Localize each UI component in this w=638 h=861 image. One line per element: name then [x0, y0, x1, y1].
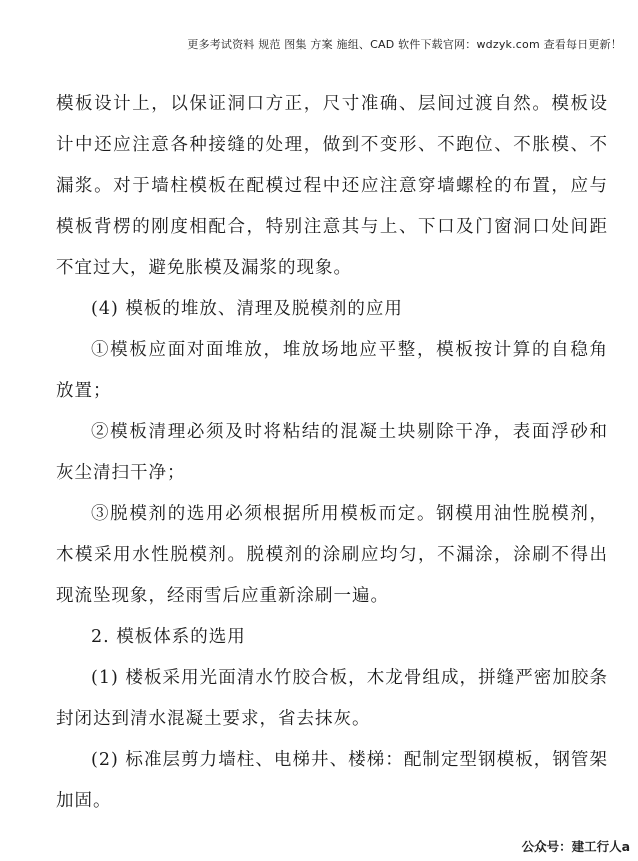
list-item-cleaning: ②模板清理必须及时将粘结的混凝土块剔除干净，表面浮砂和灰尘清扫干净； — [56, 422, 608, 483]
heading-stacking-cleaning: (4) 模板的堆放、清理及脱模剂的应用 — [91, 299, 403, 319]
list-item-stacking: ①模板应面对面堆放，堆放场地应平整，模板按计算的自稳角放置； — [56, 340, 608, 401]
paragraph-formwork-design: 模板设计上，以保证洞口方正，尺寸准确、层间过渡自然。模板设计中还应注意各种接缝的处理，做到不变形、不跑位、不胀模、不漏浆。对于墙柱模板在配模过程中还应注意穿墙螺栓的布置，应与模板背楞的刚度相配合，特别注意其与上、下口及门窗洞口处间距不宜过大，避免胀模及漏浆的现象。 — [56, 94, 608, 278]
header-banner: 更多考试资料 规范 图集 方案 施组、CAD 软件下载官网：wdzyk.com 查看每日更新！ — [187, 38, 622, 51]
document-body — [56, 84, 608, 822]
list-item-release-agent: ③脱模剂的选用必须根据所用模板而定。钢模用油性脱模剂，木模采用水性脱模剂。脱模剂的涂刷应均匀，不漏涂，涂刷不得出现流坠现象，经雨雪后应重新涂刷一遍。 — [56, 504, 608, 606]
list-item-shear-wall: (2) 标准层剪力墙柱、电梯井、楼梯：配制定型钢模板，钢管架加固。 — [56, 750, 608, 811]
heading-formwork-system: 2. 模板体系的选用 — [91, 627, 246, 647]
list-item-floor-slab: (1) 楼板采用光面清水竹胶合板，木龙骨组成，拼缝严密加胶条封闭达到清水混凝土要求，省去抹灰。 — [56, 668, 608, 729]
footer-watermark: 公众号：建工行人a — [518, 835, 634, 857]
